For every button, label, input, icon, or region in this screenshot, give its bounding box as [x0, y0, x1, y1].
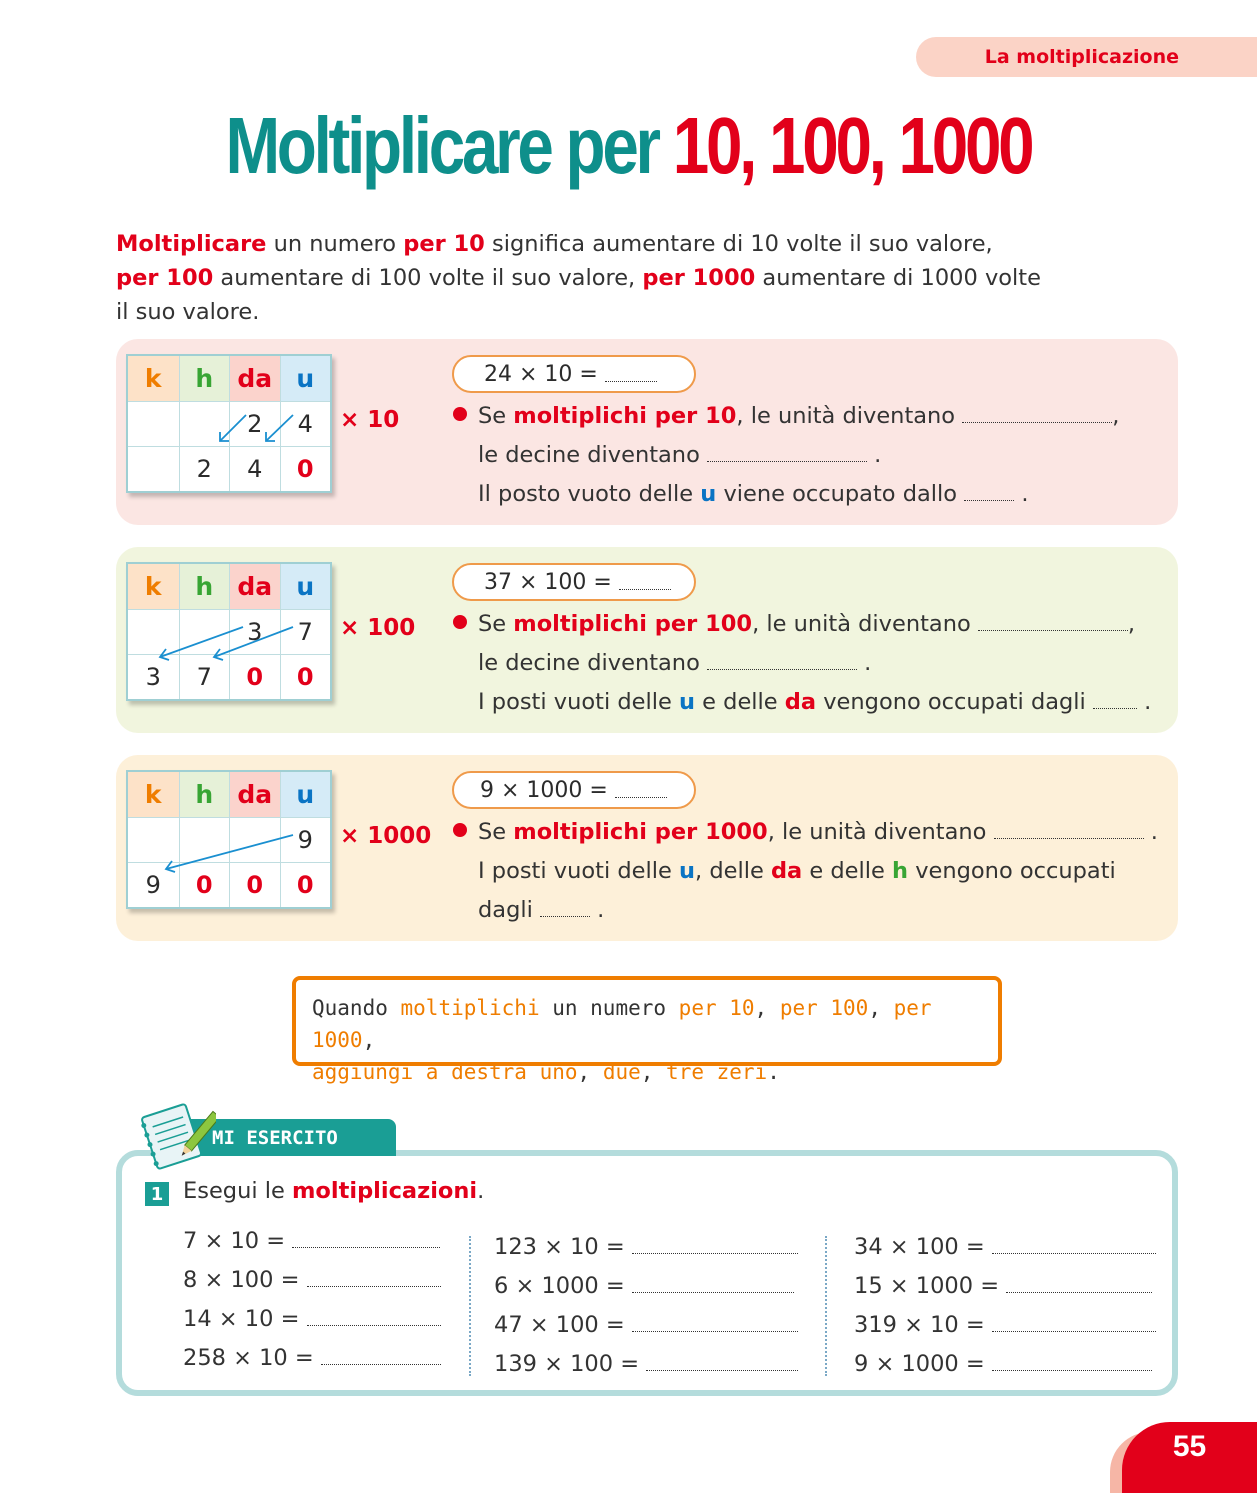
text: , [1127, 611, 1136, 637]
text: , [362, 1028, 376, 1052]
table-cell: 7 [280, 609, 331, 654]
text: moltiplichi [400, 996, 540, 1020]
table-cell: 0 [229, 862, 280, 907]
exercise-item [854, 1267, 1156, 1306]
intro-s1: Moltiplicare [116, 231, 267, 257]
intro-s2: un numero [266, 231, 404, 257]
panel-text [478, 605, 1178, 722]
header-da: da [229, 772, 280, 817]
table-cell: 7 [179, 654, 230, 699]
intro-s5: per 100 [116, 265, 214, 291]
table-cell: 0 [179, 862, 230, 907]
table-cell: 2 [179, 446, 230, 491]
text: 14 × 10 = [183, 1306, 300, 1332]
header-da: da [229, 564, 280, 609]
text: 139 × 100 = [494, 1351, 640, 1377]
exercise-item [183, 1261, 441, 1300]
exercise-item [183, 1300, 441, 1339]
text: , [754, 996, 780, 1020]
text: 7 × 10 = [183, 1228, 286, 1254]
text: , [868, 996, 894, 1020]
text: 319 × 10 = [854, 1312, 985, 1338]
text: , delle [695, 858, 771, 884]
text: moltiplichi per 10 [513, 403, 737, 429]
badge-label: MI ESERCITO [212, 1126, 338, 1149]
exercise-item [854, 1345, 1156, 1384]
multiplier-label: × 1000 [340, 823, 432, 849]
text: , le unità diventano [752, 611, 971, 637]
text: , [577, 1060, 603, 1084]
panel-times-1000 [116, 755, 1178, 941]
expression-text: 9 × 1000 = [480, 777, 608, 803]
answer-blank[interactable] [964, 486, 1014, 501]
text: da [784, 689, 817, 715]
answer-blank[interactable] [632, 1239, 798, 1254]
intro-paragraph [116, 227, 1056, 329]
table-cell [128, 401, 179, 446]
expression-field[interactable] [452, 771, 696, 809]
panel-times-100 [116, 547, 1178, 733]
exercise-column-3 [854, 1228, 1156, 1384]
answer-blank[interactable] [962, 408, 1112, 423]
text: . [1143, 819, 1158, 845]
section-tab [916, 37, 1257, 77]
text: , [640, 1060, 667, 1084]
column-divider [469, 1236, 471, 1376]
text: da [770, 858, 803, 884]
expression-field[interactable] [452, 355, 696, 393]
intro-s6: aumentare di 100 volte il suo valore, [213, 265, 643, 291]
text: 8 × 100 = [183, 1267, 300, 1293]
text: per 100 [779, 996, 869, 1020]
exercise-column-1 [183, 1222, 441, 1378]
answer-blank[interactable] [994, 824, 1144, 839]
text: vengono occupati dagli [816, 689, 1086, 715]
text: , [1112, 403, 1120, 429]
text: , le unità diventano [736, 403, 956, 429]
text: le decine diventano [478, 442, 700, 468]
table-cell: 4 [280, 401, 331, 446]
text: due [602, 1060, 641, 1084]
header-h: h [179, 564, 230, 609]
table-cell [128, 446, 179, 491]
answer-blank[interactable] [646, 1356, 798, 1371]
table-cell: 3 [128, 654, 179, 699]
text: moltiplichi per 1000 [513, 819, 768, 845]
panel-times-10 [116, 339, 1178, 525]
text: u [678, 858, 696, 884]
text: . [767, 1060, 780, 1084]
text: . [477, 1178, 485, 1204]
text: . [1014, 481, 1029, 507]
intro-s3: per 10 [403, 231, 485, 257]
exercise-item [854, 1306, 1156, 1345]
bullet-icon [453, 615, 467, 629]
table-cell: 0 [229, 654, 280, 699]
header-k: k [128, 356, 179, 401]
table-cell [179, 817, 230, 862]
text: 123 × 10 = [494, 1234, 625, 1260]
text: I posti vuoti delle [478, 689, 679, 715]
text: u [700, 481, 717, 507]
text: per 10 [678, 996, 755, 1020]
title-part1: Moltiplicare per [225, 101, 673, 190]
header-u: u [280, 356, 331, 401]
answer-blank[interactable] [292, 1233, 440, 1248]
table-cell: 9 [128, 862, 179, 907]
text: 258 × 10 = [183, 1345, 314, 1371]
title-part2: 10, 100, 1000 [672, 101, 1032, 190]
text: Se [478, 819, 514, 845]
answer-blank[interactable] [605, 367, 657, 382]
header-h: h [179, 356, 230, 401]
table-cell [128, 817, 179, 862]
text: viene occupato dallo [716, 481, 958, 507]
expression-text: 24 × 10 = [484, 361, 598, 387]
table-cell [179, 401, 230, 446]
exercise-item [494, 1267, 798, 1306]
answer-blank[interactable] [615, 783, 667, 798]
text: h [892, 858, 909, 884]
expression-field[interactable] [452, 563, 696, 601]
multiplier-label: × 100 [340, 615, 416, 641]
header-u: u [280, 772, 331, 817]
table-cell [229, 817, 280, 862]
notebook-pencil-icon [138, 1098, 216, 1170]
table-cell [128, 609, 179, 654]
text: per 1000 [312, 996, 932, 1052]
answer-blank[interactable] [707, 447, 867, 462]
page-number-label: 55 [1172, 1430, 1207, 1463]
multiplier-label: × 10 [340, 407, 400, 433]
answer-blank[interactable] [992, 1317, 1156, 1332]
header-k: k [128, 564, 179, 609]
table-cell: 3 [229, 609, 280, 654]
exercise-item [183, 1222, 441, 1261]
place-value-table [126, 354, 332, 493]
column-divider [825, 1236, 827, 1376]
text: e delle [802, 858, 893, 884]
text: . [867, 442, 882, 468]
section-label: La moltiplicazione [984, 46, 1179, 68]
answer-blank[interactable] [307, 1311, 441, 1326]
panel-text [478, 397, 1178, 514]
answer-blank[interactable] [321, 1350, 441, 1365]
header-k: k [128, 772, 179, 817]
text: 47 × 100 = [494, 1312, 625, 1338]
text: tre zeri [666, 1060, 768, 1084]
answer-blank[interactable] [619, 575, 671, 590]
bullet-icon [453, 823, 467, 837]
text: un numero [539, 996, 679, 1020]
text: vengono occupati [908, 858, 1116, 884]
text: Se [478, 611, 514, 637]
text: u [678, 689, 696, 715]
table-cell: 0 [280, 862, 331, 907]
place-value-table [126, 562, 332, 701]
table-cell: 0 [280, 446, 331, 491]
text: . [1136, 689, 1152, 715]
text: le decine diventano [478, 650, 700, 676]
answer-blank[interactable] [1093, 694, 1137, 709]
text: Quando [312, 996, 401, 1020]
text: . [590, 897, 605, 923]
table-cell: 2 [229, 401, 280, 446]
text: aggiungi a destra uno [312, 1060, 578, 1084]
text: dagli [478, 897, 533, 923]
intro-s9: il suo valore. [116, 299, 260, 325]
page-title [113, 100, 1144, 192]
intro-s4: significa aumentare di 10 volte il suo valore, [484, 231, 993, 257]
answer-blank[interactable] [992, 1239, 1156, 1254]
text: I posti vuoti delle [478, 858, 679, 884]
bullet-icon [453, 407, 467, 421]
table-cell [179, 609, 230, 654]
exercise-item [854, 1228, 1156, 1267]
text: . [857, 650, 872, 676]
text: 6 × 1000 = [494, 1273, 625, 1299]
text: Esegui le [183, 1178, 292, 1204]
page-number [1122, 1422, 1257, 1493]
exercise-item [494, 1228, 798, 1267]
rule-box [292, 976, 1002, 1084]
text: 9 × 1000 = [854, 1351, 985, 1377]
exercise-number: 1 [145, 1182, 169, 1206]
text: Il posto vuoto delle [478, 481, 701, 507]
answer-blank[interactable] [540, 902, 590, 917]
exercise-item [183, 1339, 441, 1378]
exercise-item [494, 1345, 798, 1384]
intro-s7: per 1000 [642, 265, 756, 291]
answer-blank[interactable] [1006, 1278, 1152, 1293]
text: moltiplichi per 100 [513, 611, 753, 637]
answer-blank[interactable] [992, 1356, 1152, 1371]
text: , le unità diventano [767, 819, 987, 845]
text: Se [478, 403, 514, 429]
exercise-item [494, 1306, 798, 1345]
header-da: da [229, 356, 280, 401]
text: 15 × 1000 = [854, 1273, 1000, 1299]
text: 34 × 100 = [854, 1234, 985, 1260]
table-cell: 4 [229, 446, 280, 491]
place-value-table [126, 770, 332, 909]
intro-s8: aumentare di 1000 volte [755, 265, 1041, 291]
text: moltiplicazioni [291, 1178, 478, 1204]
expression-text: 37 × 100 = [484, 569, 612, 595]
header-u: u [280, 564, 331, 609]
text: e delle [695, 689, 785, 715]
exercise-column-2 [494, 1228, 798, 1384]
answer-blank[interactable] [978, 616, 1128, 631]
answer-blank[interactable] [307, 1272, 441, 1287]
table-cell: 0 [280, 654, 331, 699]
answer-blank[interactable] [632, 1317, 798, 1332]
panel-text [478, 813, 1178, 930]
answer-blank[interactable] [707, 655, 857, 670]
header-h: h [179, 772, 230, 817]
answer-blank[interactable] [632, 1278, 794, 1293]
table-cell: 9 [280, 817, 331, 862]
exercise-instruction [183, 1178, 484, 1204]
